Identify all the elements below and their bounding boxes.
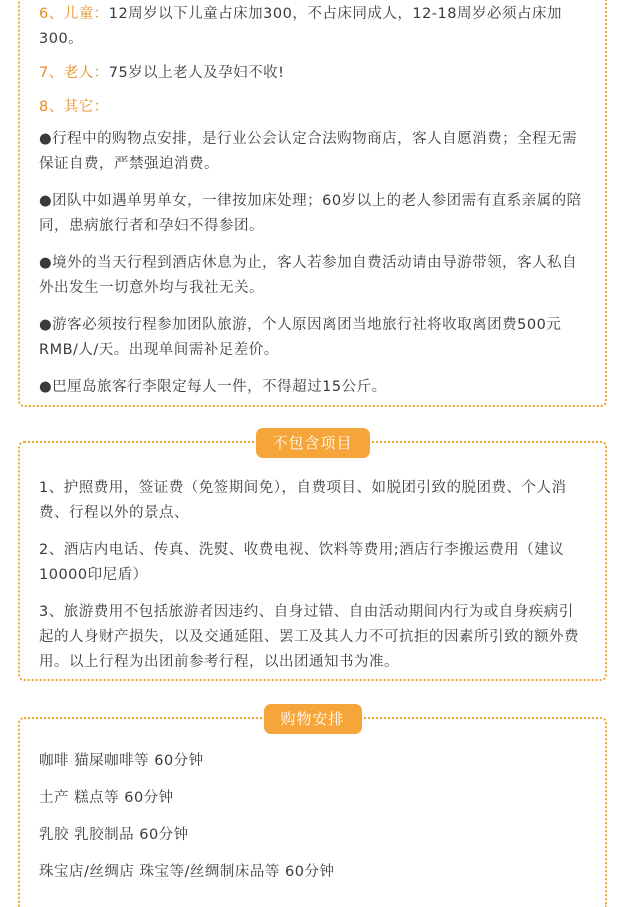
shopping-item-4: 珠宝店/丝绸店 珠宝等/丝绸制床品等 60分钟 [39,864,335,880]
elderly-heading: 7、老人： [39,65,109,81]
elderly-text: 75岁以上老人及孕妇不收! [108,65,285,81]
shopping-card [18,710,607,907]
exclusion-item-2: 2、酒店内电话、传真、洗熨、收费电视、饮料等费用;酒店行李搬运费用（建议10000印尼盾） [39,542,565,583]
exclusions-card [18,434,607,681]
notes-bullet-2: ●团队中如遇单男单女，一律按加床处理；60岁以上的老人参团需有直系亲属的陪同，患病旅行者和孕妇不得参团。 [39,193,582,234]
notes-bullet-1: ●行程中的购物点安排，是行业公会认定合法购物商店，客人自愿消费；全程无需保证自费，严禁强迫消费。 [39,131,578,172]
children-policy [39,2,585,52]
exclusion-item-3: 3、旅游费用不包括旅游者因违约、自身过错、自由活动期间内行为或自身疾病引起的人身财产损失，以及交通延阻、罢工及其人力不可抗拒的因素所引致的额外费用。以上行程为出团前参考行程，以出团通知书为准。 [39,604,579,670]
shopping-item-3: 乳胶 乳胶制品 60分钟 [39,827,189,843]
exclusions-badge: 不包含项目 [255,428,369,458]
children-heading: 6、儿童： [39,6,109,22]
notes-bullet-3: ●境外的当天行程到酒店休息为止，客人若参加自费活动请由导游带领，客人私自外出发生一切意外均与我社无关。 [39,255,578,296]
notes-bullet-4: ●游客必须按行程参加团队旅游，个人原因离团当地旅行社将收取离团费500元RMB/人/天。出现单间需补足差价。 [39,317,562,358]
shopping-item-1: 咖啡 猫屎咖啡等 60分钟 [39,753,204,769]
elderly-policy [39,61,585,86]
shopping-badge: 购物安排 [263,704,361,734]
notes-card [18,0,607,407]
notes-bullet-5: ●巴厘岛旅客行李限定每人一件，不得超过15公斤。 [39,379,387,395]
exclusion-item-1: 1、护照费用，签证费（免签期间免），自费项目、如脱团引致的脱团费、个人消费、行程以外的景点、 [39,480,567,521]
children-text: 12周岁以下儿童占床加300，不占床同成人，12-18周岁必须占床加300。 [39,6,562,47]
other-heading: 8、其它： [39,99,109,115]
shopping-item-2: 土产 糕点等 60分钟 [39,790,174,806]
